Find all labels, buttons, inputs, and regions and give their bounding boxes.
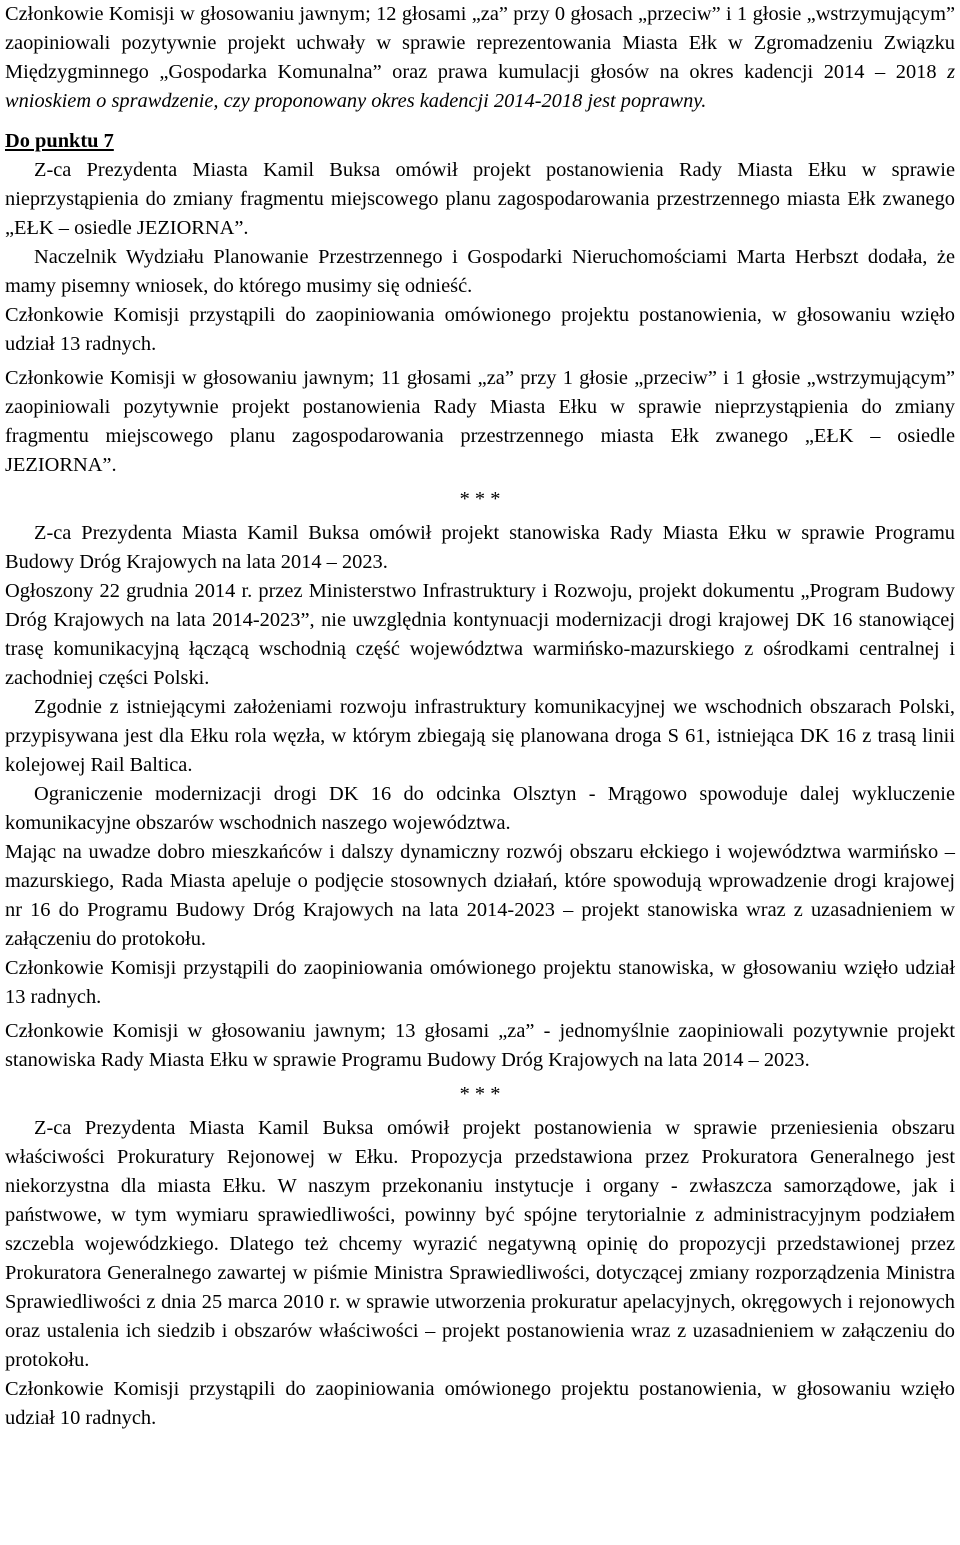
paragraph: Z-ca Prezydenta Miasta Kamil Buksa omówił projekt postanowienia Rady Miasta Ełku w sprawie nieprzystąpienia do zmiany fragmentu miejscowego planu zagospodarowania przestrzennego miasta Ełk zwanego „EŁK – osiedle JEZIORNA”.	[5, 159, 955, 239]
paragraph: Członkowie Komisji przystąpili do zaopiniowania omówionego projektu postanowienia, w głosowaniu wzięło udział 13 radnych.	[5, 304, 955, 355]
section-separator: * * *	[459, 1083, 501, 1105]
section-separator: * * *	[459, 488, 501, 510]
paragraph: Z-ca Prezydenta Miasta Kamil Buksa omówił projekt postanowienia w sprawie przeniesienia obszaru właściwości Prokuratury Rejonowej w Ełku. Propozycja przedstawiona przez Prokuratora Generalnego jest niekorzystna dla miasta Ełku. W naszym przekonaniu instytucje i organy - zwłaszcza samorządowe, jak i państwowe, w tym wymiaru sprawiedliwości, powinny być spójne terytorialnie z administracyjnym podziałem szczebla wojewódzkiego. Dlatego też chcemy wyrazić negatywną opinię do propozycji przedstawionej przez Prokuratora Generalnego zawartej w piśmie Ministra Sprawiedliwości, dotyczącej zmiany rozporządzenia Ministra Sprawiedliwości z dnia 25 marca 2010 r. w sprawie utworzenia prokuratur apelacyjnych, okręgowych i rejonowych oraz ustalenia ich siedzib i obszarów właściwości – projekt postanowienia wraz z uzasadnieniem w załączeniu do protokołu.	[5, 1117, 955, 1371]
paragraph-text: Członkowie Komisji w głosowaniu jawnym; 12 głosami „za” przy 0 głosach „przeciw” i 1 głosie „wstrzymującym” zaopiniowali pozytywnie projekt uchwały w sprawie reprezentowania Miasta Ełk w Zgromadzeniu Związku Międzygminnego „Gospodarka Komunalna” oraz prawa kumulacji głosów na okres kadencji 2014 – 2018	[5, 3, 955, 83]
paragraph: Członkowie Komisji przystąpili do zaopiniowania omówionego projektu stanowiska, w głosowaniu wzięło udział 13 radnych.	[5, 957, 955, 1008]
paragraph: Członkowie Komisji w głosowaniu jawnym; 13 głosami „za” - jednomyślnie zaopiniowali pozytywnie projekt stanowiska Rady Miasta Ełku w sprawie Programu Budowy Dróg Krajowych na lata 2014 – 2023.	[5, 1020, 955, 1071]
paragraph: Ograniczenie modernizacji drogi DK 16 do odcinka Olsztyn - Mrągowo spowoduje dalej wykluczenie komunikacyjne obszarów wschodnich naszego województwa.	[5, 783, 955, 834]
paragraph: Mając na uwadze dobro mieszkańców i dalszy dynamiczny rozwój obszaru ełckiego i województwa warmińsko – mazurskiego, Rada Miasta apeluje o podjęcie stosownych działań, które spowodują wprowadzenie drogi krajowej nr 16 do Programu Budowy Dróg Krajowych na lata 2014-2023 – projekt stanowiska wraz z uzasadnieniem w załączeniu do protokołu.	[5, 841, 955, 950]
paragraph: Z-ca Prezydenta Miasta Kamil Buksa omówił projekt stanowiska Rady Miasta Ełku w sprawie Programu Budowy Dróg Krajowych na lata 2014 – 2023.	[5, 522, 955, 573]
paragraph: Ogłoszony 22 grudnia 2014 r. przez Ministerstwo Infrastruktury i Rozwoju, projekt dokumentu „Program Budowy Dróg Krajowych na lata 2014-2023”, nie uwzględnia kontynuacji modernizacji drogi krajowej DK 16 stanowiącej trasę komunikacyjną łączącą wschodnią część województwa warmińsko-mazurskiego z ośrodkami centralnej i zachodniej części Polski.	[5, 580, 955, 689]
italic-remark: z wnioskiem o sprawdzenie, czy proponowany okres kadencji 2014-2018 jest poprawny.	[5, 61, 955, 112]
paragraph: Zgodnie z istniejącymi założeniami rozwoju infrastruktury komunikacyjnej we wschodnich obszarach Polski, przypisywana jest dla Ełku rola węzła, w którym zbiegają się planowana droga S 61, istniejąca DK 16 z trasą linii kolejowej Rail Baltica.	[5, 696, 955, 776]
paragraph: Członkowie Komisji przystąpili do zaopiniowania omówionego projektu postanowienia, w głosowaniu wzięło udział 10 radnych.	[5, 1378, 955, 1429]
section-heading: Do punktu 7	[5, 130, 114, 152]
paragraph: Członkowie Komisji w głosowaniu jawnym; 11 głosami „za” przy 1 głosie „przeciw” i 1 głosie „wstrzymującym” zaopiniowali pozytywnie projekt postanowienia Rady Miasta Ełku w sprawie nieprzystąpienia do zmiany fragmentu miejscowego planu zagospodarowania przestrzennego miasta Ełk zwanego „EŁK – osiedle JEZIORNA”.	[5, 367, 955, 476]
vote-result-paragraph	[5, 0, 955, 116]
document-page	[5, 0, 955, 1433]
paragraph: Naczelnik Wydziału Planowanie Przestrzennego i Gospodarki Nieruchomościami Marta Herbszt dodała, że mamy pisemny wniosek, do którego musimy się odnieść.	[5, 246, 955, 297]
